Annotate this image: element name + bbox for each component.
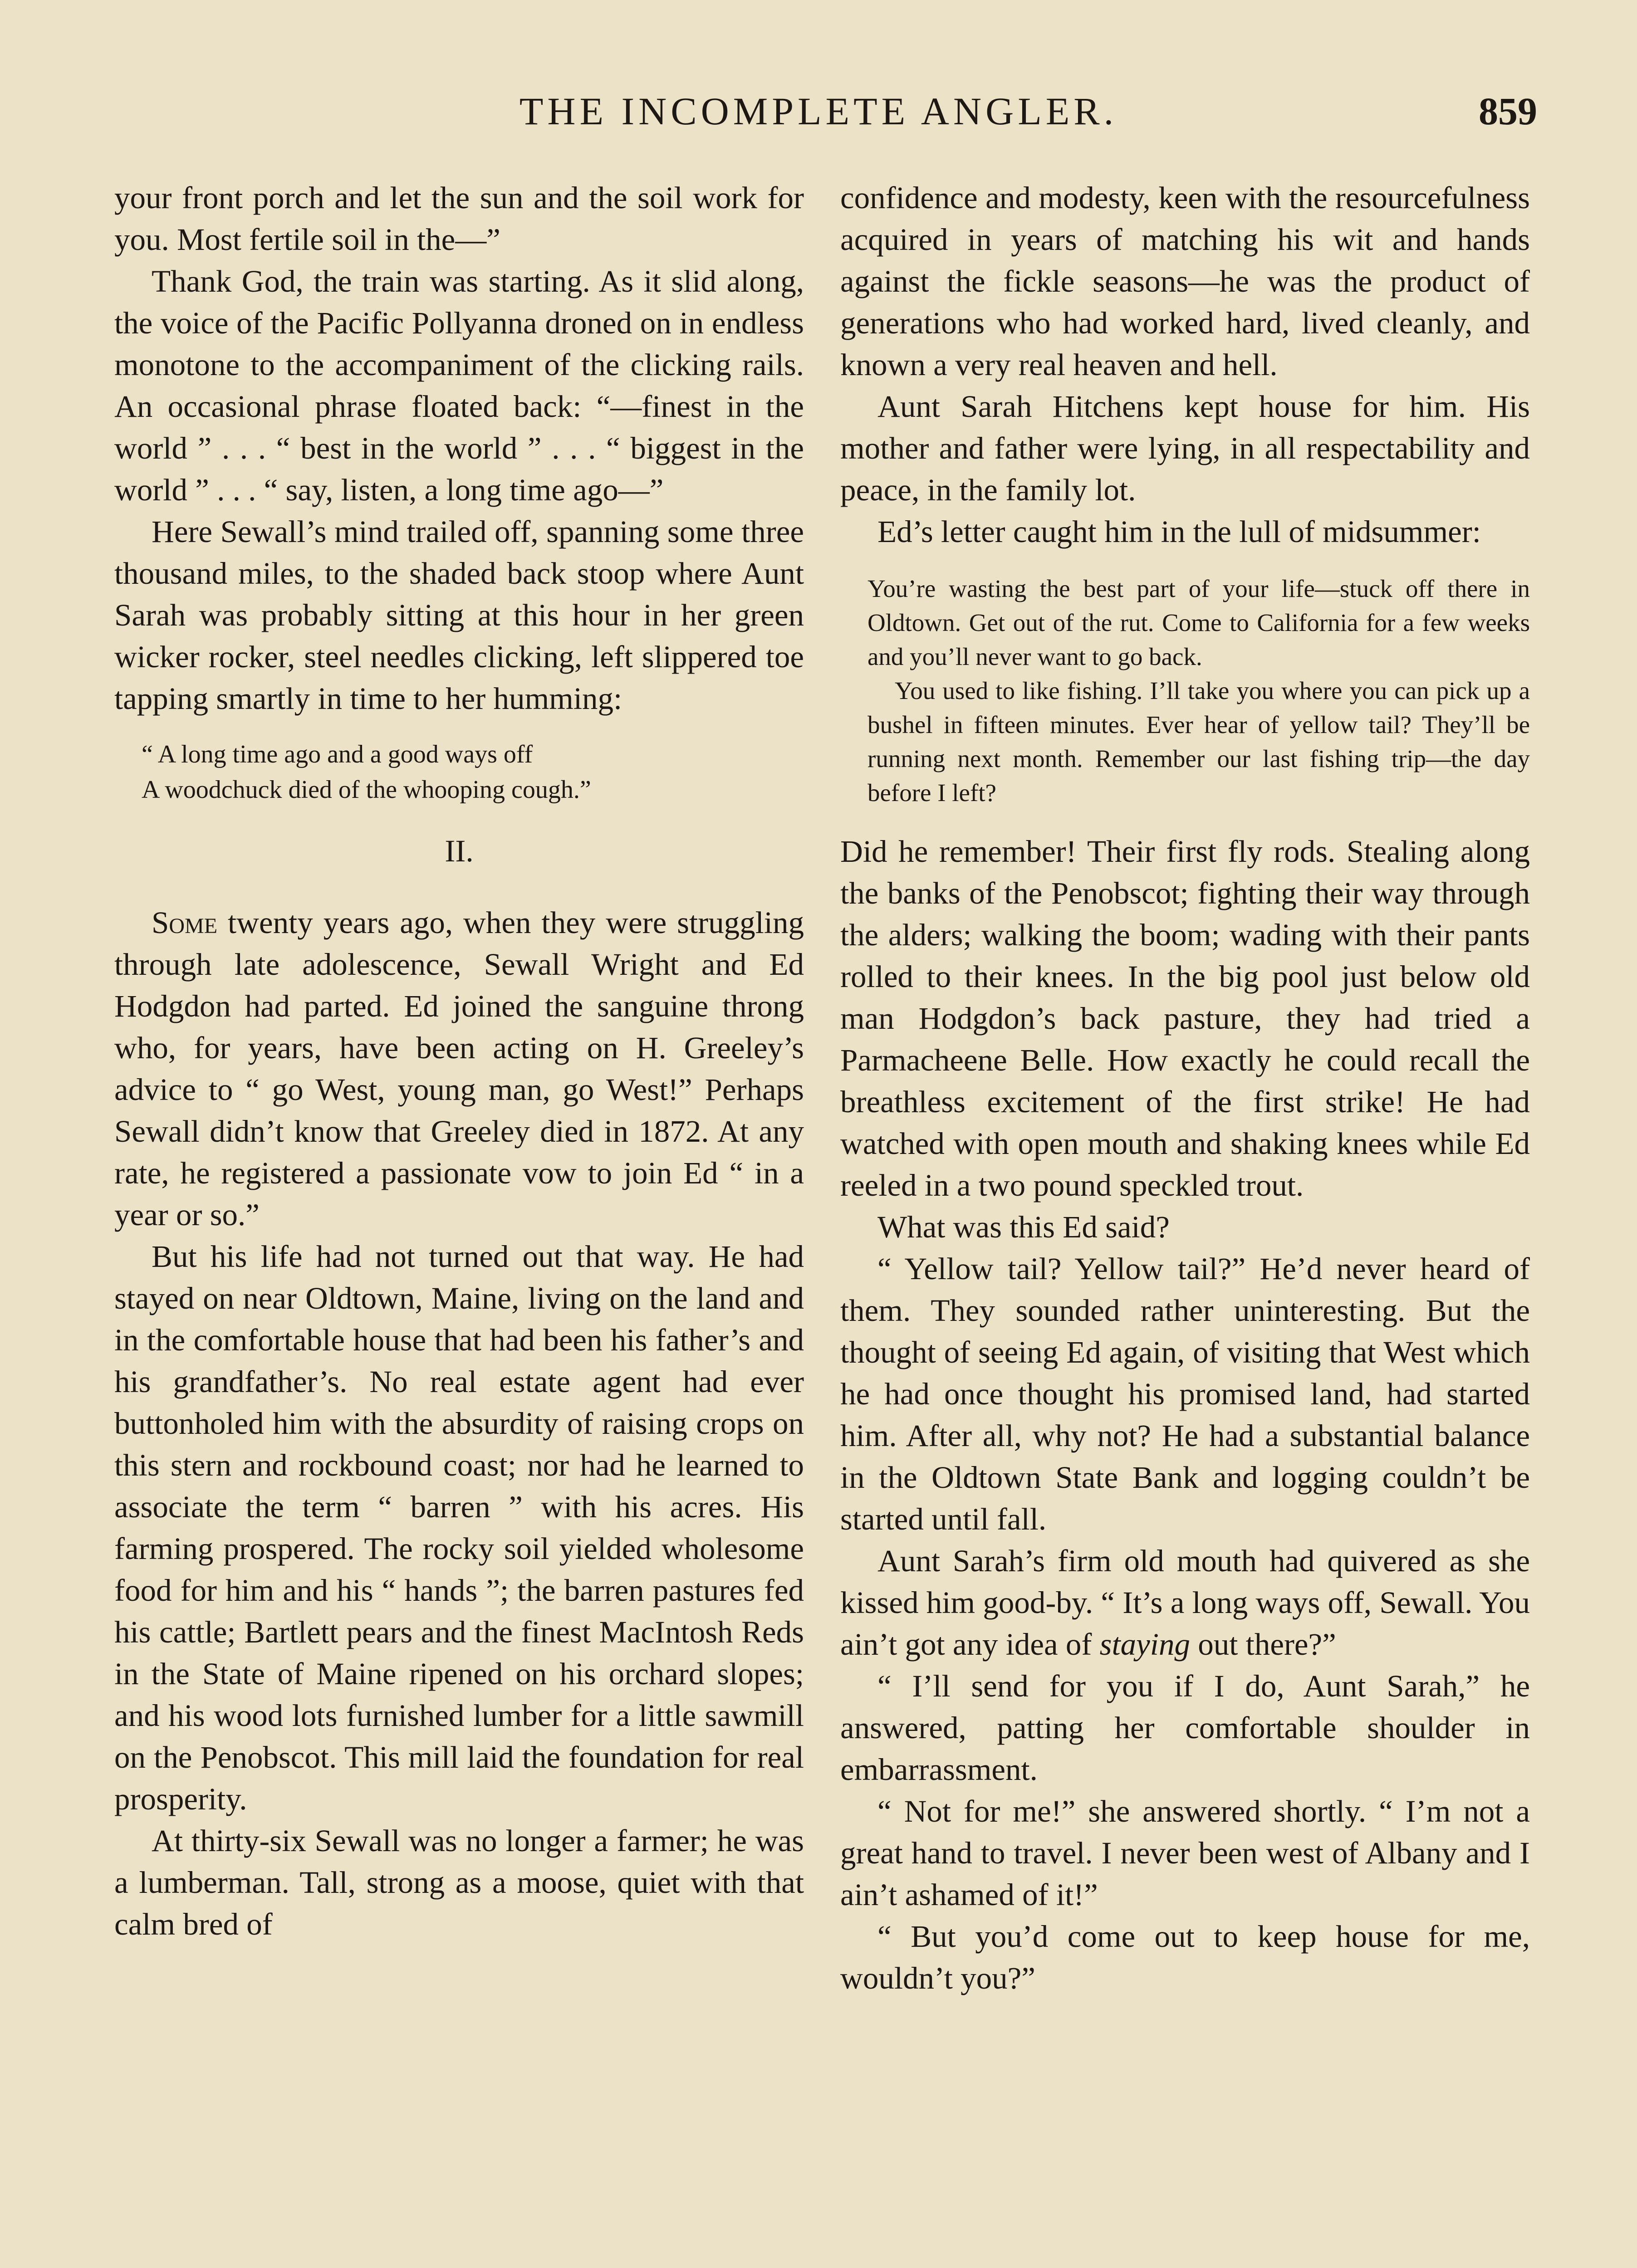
paragraph: “ Yellow tail? Yellow tail?” He’d never heard of them. They sounded rather uninteresting. But the thought of seeing Ed again, of visiting that West which he had once thought his promised land, had started him. After all, why not? He had a substantial balance in the Oldtown State Bank and logging couldn’t be started until fall. — [840, 1251, 1530, 1536]
left-column — [114, 177, 804, 2268]
paragraph: Aunt Sarah Hitchens kept house for him. His mother and father were lying, in all respectability and peace, in the family lot. — [840, 389, 1530, 507]
paragraph: At thirty-six Sewall was no longer a farmer; he was a lumberman. Tall, strong as a moose, quiet with that calm bred of — [114, 1823, 804, 1941]
paragraph — [114, 902, 804, 1236]
letter-excerpt — [868, 572, 1530, 810]
paragraph-text: Aunt Sarah’s firm old mouth had quivered as she kissed him good-by. “ It’s a long ways off, Sewall. You ain’t got any idea of — [840, 1544, 1530, 1662]
paragraph: “ Not for me!” she answered shortly. “ I’m not a great hand to travel. I never been west of Albany and I ain’t ashamed of it!” — [840, 1794, 1530, 1912]
page-number: 859 — [1479, 89, 1537, 133]
paragraph: Here Sewall’s mind trailed off, spanning some three thousand miles, to the shaded back stoop where Aunt Sarah was probably sitting at this hour in her green wicker rocker, steel needles clicking, left slippered toe tapping smartly in time to her humming: — [114, 514, 804, 716]
verse-quote — [142, 737, 804, 807]
paragraph-text: twenty years ago, when they were struggling through late adolescence, Sewall Wright and Ed Hodgdon had parted. Ed joined the sanguine throng who, for years, have been acting on H. Greeley’s advice to “ go West, young man, go West!” Perhaps Sewall didn’t know that Greeley died in 1872. At any rate, he registered a passionate vow to join Ed “ in a year or so.” — [114, 905, 804, 1232]
paragraph: “ But you’d come out to keep house for me, wouldn’t you?” — [840, 1919, 1530, 1995]
small-caps-lead: Some — [152, 905, 218, 940]
paragraph: Ed’s letter caught him in the lull of midsummer: — [877, 514, 1481, 549]
paragraph: But his life had not turned out that way. He had stayed on near Oldtown, Maine, living on the land and in the comfortable house that had been his father’s and his grandfather’s. No real estate agent had ever buttonholed him with the absurdity of raising crops on this stern and rockbound coast; nor had he learned to associate the term “ barren ” with his acres. His farming prospered. The rocky soil yielded wholesome food for him and his “ hands ”; the barren pastures fed his cattle; Bartlett pears and the finest MacIntosh Reds in the State of Maine ripened on his orchard slopes; and his wood lots furnished lumber for a little sawmill on the Penobscot. This mill laid the foundation for real prosperity. — [114, 1239, 804, 1816]
letter-paragraph: You used to like fishing. I’ll take you where you can pick up a bushel in fifteen minutes. Ever hear of yellow tail? They’ll be running next month. Remember our last fishing trip—the day before I left? — [868, 677, 1530, 807]
paragraph — [840, 1540, 1530, 1665]
paragraph: confidence and modesty, keen with the resourcefulness acquired in years of matching his wit and hands against the fickle seasons—he was the product of generations who had worked hard, lived cleanly, and known a very real heaven and hell. — [840, 181, 1530, 382]
letter-paragraph: You’re wasting the best part of your life—stuck off there in Oldtown. Get out of the rut. Come to California for a few weeks and you’ll never want to go back. — [868, 575, 1530, 670]
paragraph-text: out there?” — [1190, 1627, 1336, 1662]
running-title: THE INCOMPLETE ANGLER. — [519, 89, 1118, 133]
right-column — [840, 177, 1530, 2268]
verse-line: A woodchuck died of the whooping cough.” — [142, 776, 591, 804]
paragraph: “ I’ll send for you if I do, Aunt Sarah,” he answered, patting her comfortable shoulder in embarrassment. — [840, 1669, 1530, 1787]
running-head — [0, 86, 1637, 136]
paragraph: What was this Ed said? — [877, 1210, 1170, 1244]
section-heading: II. — [445, 834, 474, 868]
italic-word: staying — [1099, 1627, 1190, 1662]
paragraph: your front porch and let the sun and the soil work for you. Most fertile soil in the—” — [114, 181, 804, 257]
paragraph: Thank God, the train was starting. As it slid along, the voice of the Pacific Pollyanna droned on in endless monotone to the accompaniment of the clicking rails. An occasional phrase floated back: “—finest in the world ” . . . “ best in the world ” . . . “ biggest in the world ” . . . “ say, listen, a long time ago—” — [114, 264, 804, 507]
paragraph: Did he remember! Their first fly rods. Stealing along the banks of the Penobscot; fighting their way through the alders; walking the boom; wading with their pants rolled to their knees. In the big pool just below old man Hodgdon’s back pasture, they had tried a Parmacheene Belle. How exactly he could recall the breathless excitement of the first strike! He had watched with open mouth and shaking knees while Ed reeled in a two pound speckled trout. — [840, 834, 1530, 1202]
verse-line: “ A long time ago and a good ways off — [142, 740, 533, 768]
